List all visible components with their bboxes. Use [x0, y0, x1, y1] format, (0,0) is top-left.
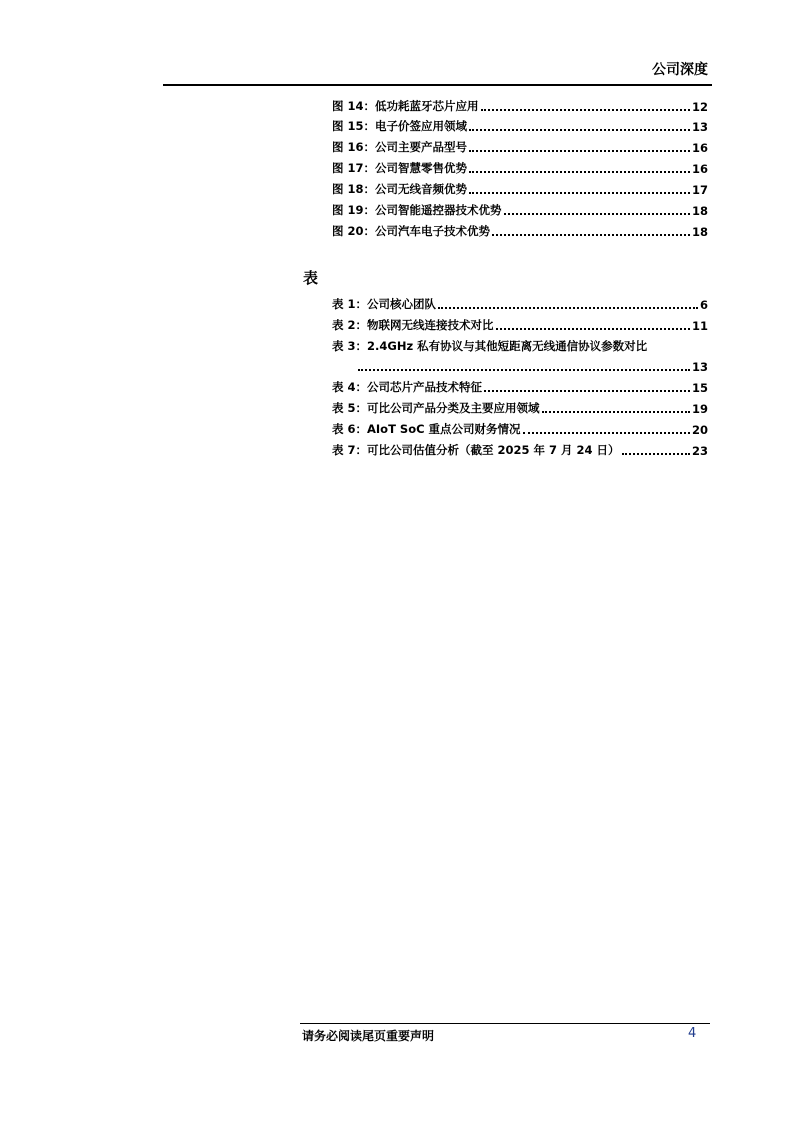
- toc-entry-page: 18: [691, 225, 708, 239]
- toc-entry-page: 17: [691, 183, 708, 197]
- footer-disclaimer: 请务必阅读尾页重要声明: [302, 1029, 435, 1043]
- toc-figure-entry[interactable]: [332, 200, 708, 218]
- toc-entry-label: 图 20：公司汽车电子技术优势: [332, 224, 491, 238]
- toc-entry-label: 图 16：公司主要产品型号: [332, 140, 468, 154]
- dot-leader: [622, 453, 690, 455]
- toc-figure-entry[interactable]: [332, 221, 708, 239]
- page-number: 4: [688, 1026, 697, 1041]
- dot-leader: [523, 432, 690, 434]
- tables-section-heading: 表: [303, 269, 319, 287]
- toc-entry-page: 19: [691, 402, 708, 416]
- dot-leader: [492, 234, 690, 236]
- toc-table-entry[interactable]: [332, 440, 708, 458]
- toc-entry-label: 图 18：公司无线音频优势: [332, 182, 468, 196]
- toc-figure-entry[interactable]: [332, 96, 708, 114]
- toc-entry-label: 表 4：公司芯片产品技术特征: [332, 380, 483, 394]
- toc-table-entry-continuation[interactable]: [358, 356, 708, 374]
- toc-figure-entry[interactable]: [332, 137, 708, 155]
- dot-leader: [438, 307, 698, 309]
- toc-entry-label: 表 7：可比公司估值分析（截至 2025 年 7 月 24 日）: [332, 443, 620, 457]
- toc-table-entry[interactable]: [332, 377, 708, 395]
- dot-leader: [496, 328, 690, 330]
- dot-leader: [504, 213, 690, 215]
- dot-leader: [481, 109, 690, 111]
- dot-leader: [484, 390, 690, 392]
- toc-entry-label: 图 17：公司智慧零售优势: [332, 161, 468, 175]
- toc-entry-label: 表 2：物联网无线连接技术对比: [332, 318, 494, 332]
- toc-entry-label: 表 3：2.4GHz 私有协议与其他短距离无线通信协议参数对比: [332, 339, 648, 353]
- toc-entry-label: 图 14：低功耗蓝牙芯片应用: [332, 99, 479, 113]
- toc-entry-page: 13: [691, 120, 708, 134]
- toc-entry-page: 23: [691, 444, 708, 458]
- toc-entry-page: 15: [691, 381, 708, 395]
- toc-figure-entry[interactable]: [332, 179, 708, 197]
- toc-entry-page: 16: [691, 162, 708, 176]
- toc-entry-page: 12: [691, 100, 708, 114]
- toc-entry-label: 图 15：电子价签应用领域: [332, 119, 468, 133]
- dot-leader: [469, 192, 690, 194]
- toc-entry-page: 6: [699, 298, 708, 312]
- header-title: 公司深度: [652, 62, 708, 78]
- toc-entry-page: 16: [691, 141, 708, 155]
- toc-entry-label: 表 1：公司核心团队: [332, 297, 437, 311]
- toc-table-entry[interactable]: [332, 419, 708, 437]
- toc-entry-page: 13: [691, 360, 708, 374]
- toc-entry-page: 20: [691, 423, 708, 437]
- toc-table-entry[interactable]: [332, 398, 708, 416]
- toc-entry-label: 表 5：可比公司产品分类及主要应用领域: [332, 401, 540, 415]
- dot-leader: [542, 411, 690, 413]
- dot-leader: [469, 171, 690, 173]
- dot-leader: [469, 150, 690, 152]
- header-divider: [163, 84, 712, 86]
- toc-figure-entry[interactable]: [332, 158, 708, 176]
- toc-table-entry[interactable]: [332, 315, 708, 333]
- toc-figure-entry[interactable]: [332, 116, 708, 134]
- toc-entry-page: 11: [691, 319, 708, 333]
- dot-leader: [469, 129, 690, 131]
- toc-entry-page: 18: [691, 204, 708, 218]
- toc-table-entry[interactable]: [332, 294, 708, 312]
- dot-leader: [358, 369, 690, 371]
- footer-divider: [300, 1023, 710, 1024]
- toc-entry-label: 表 6：AIoT SoC 重点公司财务情况: [332, 422, 521, 436]
- toc-entry-label: 图 19：公司智能遥控器技术优势: [332, 203, 502, 217]
- toc-table-entry[interactable]: [332, 336, 708, 354]
